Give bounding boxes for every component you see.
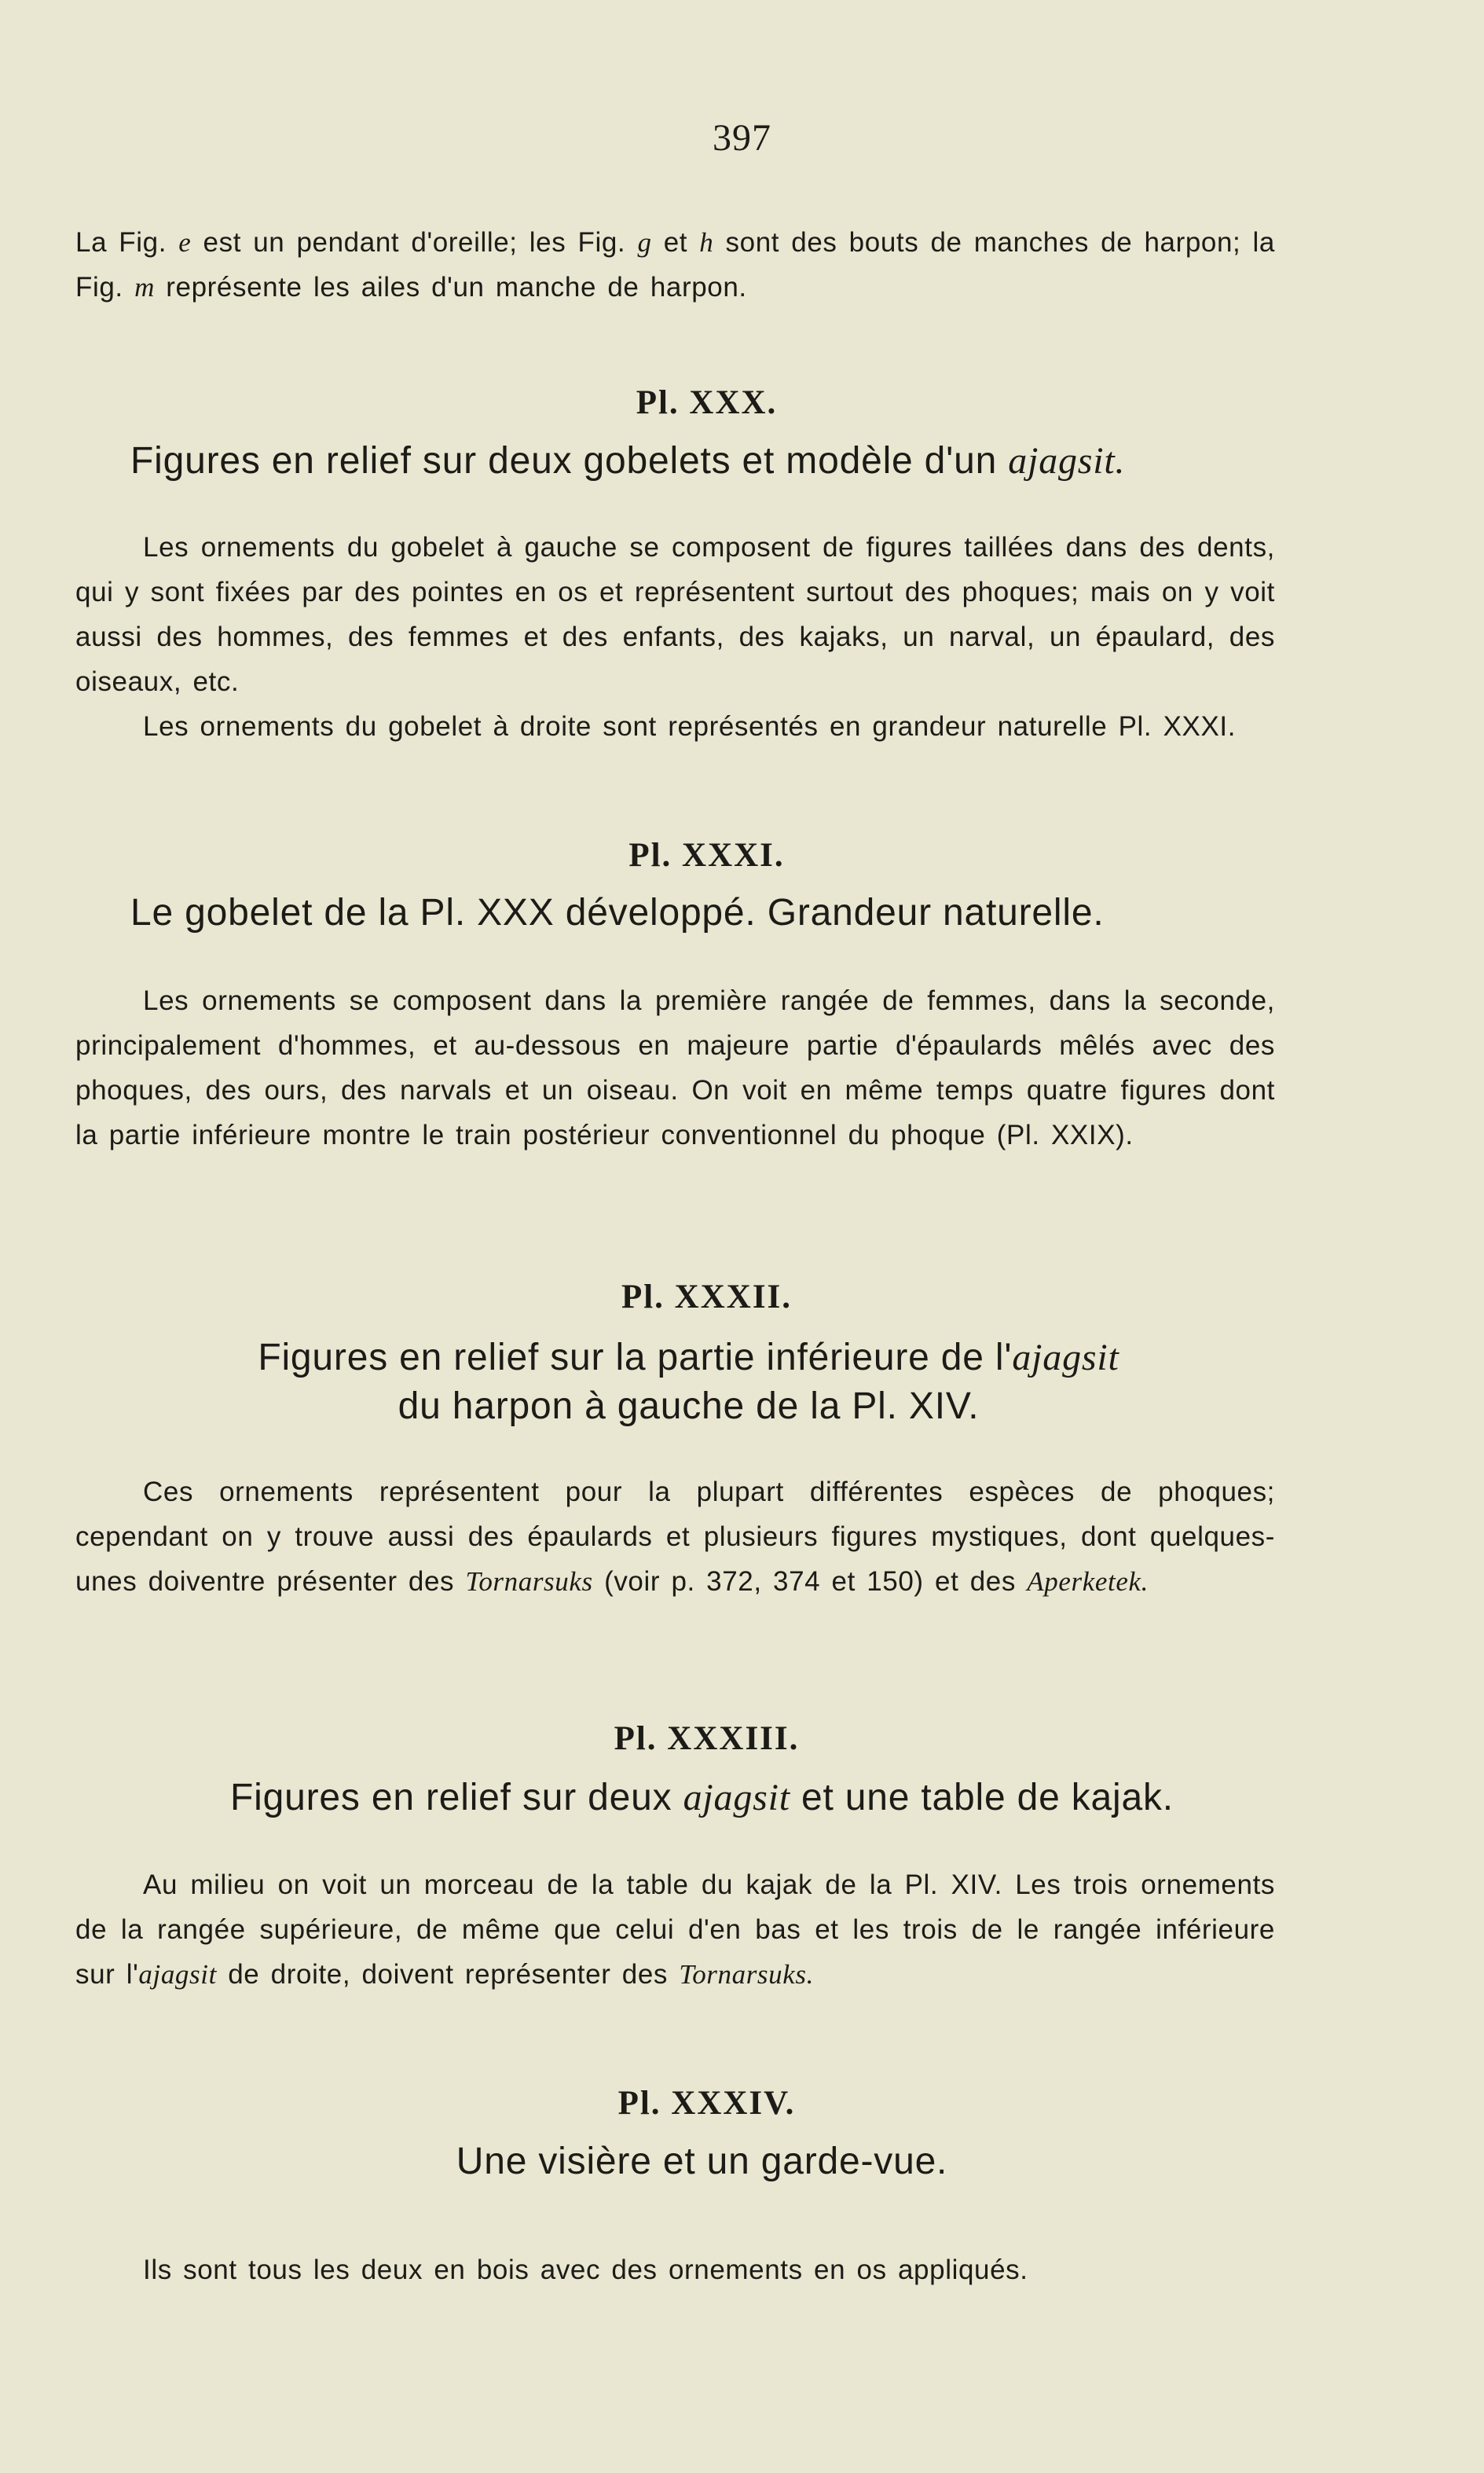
plate-label-xxxi: Pl. XXXI. — [628, 837, 785, 874]
paragraph-italic: Aperketek. — [1027, 1566, 1149, 1597]
paragraph-text: Au milieu on voit un morceau de la table du kajak de la Pl. XIV. Les trois ornements de la rangée supérieure, de même que celui d'en bas et les trois de le rangée inférieure sur l' — [75, 1869, 1275, 1990]
fig-letter-e: e — [178, 227, 192, 258]
fig-letter-h: h — [699, 227, 714, 258]
paragraph-text: (voir p. 372, 374 et 150) et des — [592, 1566, 1028, 1597]
plate-title-xxx — [75, 437, 1330, 486]
paragraph-italic: Tornarsuks. — [679, 1959, 814, 1990]
paragraph-italic: Tornarsuks — [465, 1566, 593, 1597]
paragraph: Les ornements du gobelet à droite sont représentés en grandeur naturelle Pl. XXXI. — [143, 711, 1237, 742]
fig-letter-g: g — [637, 227, 652, 258]
plate-label-xxxii: Pl. XXXII. — [621, 1279, 793, 1315]
plate-body-xxxi — [75, 978, 1275, 1158]
plate-title-italic: ajagsit. — [1008, 440, 1126, 482]
intro-text: sont des bouts de manches de harpon; la Fig. — [75, 227, 1275, 303]
plate-body-xxx — [75, 525, 1275, 749]
plate-title-xxxi: Le gobelet de la Pl. XXX développé. Grandeur naturelle. — [130, 892, 1105, 934]
plate-body-xxxii — [75, 1469, 1275, 1604]
page-number: 397 — [713, 117, 771, 159]
plate-title-xxxii — [75, 1334, 1275, 1431]
paragraph: Les ornements du gobelet à gauche se composent de figures taillées dans des dents, qui y sont fixées par des pointes en os et représentent surtout des phoques; mais on y voit aussi des hommes, des femmes et des enfants, des kajaks, un narval, un épaulard, des oiseaux, etc. — [75, 532, 1275, 697]
plate-label-xxxiii: Pl. XXXIII. — [614, 1720, 800, 1757]
plate-title-text: Figures en relief sur deux gobelets et modèle d'un — [130, 440, 1009, 482]
plate-title-text: Figures en relief sur la partie inférieure de l' — [258, 1337, 1013, 1378]
plate-body-xxxiii — [75, 1862, 1275, 1997]
intro-text: La Fig. — [75, 227, 179, 258]
plate-title-italic: ajagsit — [683, 1777, 790, 1818]
intro-text: représente les ailes d'un manche de harpon. — [154, 272, 747, 303]
plate-label-xxx: Pl. XXX. — [636, 384, 778, 421]
plate-label-xxxiv: Pl. XXXIV. — [617, 2085, 796, 2122]
paragraph-text: Ces ornements représentent pour la plupart différentes espèces de phoques; cependant on y trouve aussi des épaulards et plusieurs figures mystiques, dont quelques-unes doiventre présenter des — [75, 1477, 1275, 1597]
plate-title-text: Figures en relief sur deux — [230, 1777, 683, 1818]
plate-title-xxxiv: Une visière et un garde-vue. — [456, 2141, 948, 2182]
plate-body-xxxiv — [75, 2247, 1275, 2292]
intro-paragraph — [75, 220, 1275, 310]
plate-title-italic: ajagsit — [1012, 1337, 1119, 1378]
paragraph — [75, 1862, 1275, 1997]
plate-title-text: et une table de kajak. — [790, 1777, 1174, 1818]
plate-title-line — [75, 1334, 1275, 1382]
paragraph: Ils sont tous les deux en bois avec des ornements en os appliqués. — [143, 2255, 1028, 2285]
paragraph-text: de droite, doivent représenter des — [216, 1959, 680, 1990]
intro-text: et — [651, 227, 700, 258]
paragraph-italic: ajagsit — [138, 1959, 217, 1990]
paragraph — [75, 1469, 1275, 1604]
plate-title-xxxiii — [75, 1774, 1302, 1822]
plate-title-line: du harpon à gauche de la Pl. XIV. — [398, 1385, 980, 1427]
intro-text: est un pendant d'oreille; les Fig. — [191, 227, 638, 258]
fig-letter-m: m — [134, 272, 155, 303]
paragraph: Les ornements se composent dans la première rangée de femmes, dans la seconde, principalement d'hommes, et au-dessous en majeure partie d'épaulards mêlés avec des phoques, des ours, des narvals et un oiseau. On voit en même temps quatre figures dont la partie inférieure montre le train postérieur conventionnel du phoque (Pl. XXIX). — [75, 985, 1275, 1150]
